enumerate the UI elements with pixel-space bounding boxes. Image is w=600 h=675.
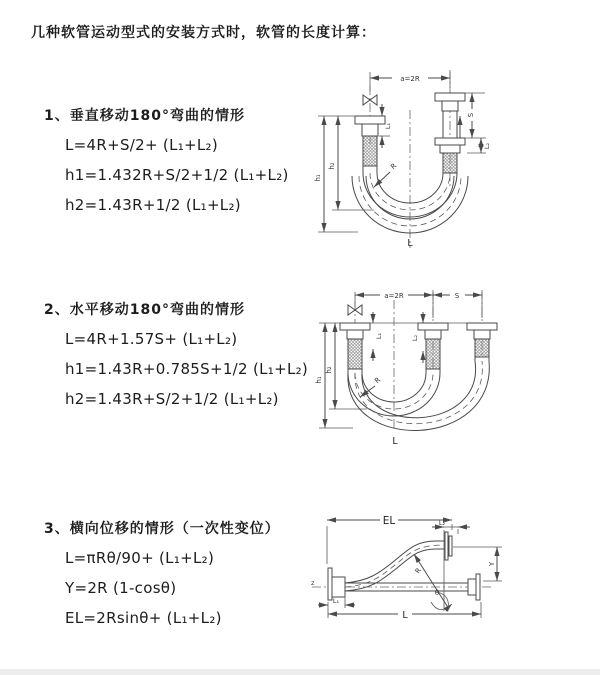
formula-L: L=4R+S/2+ (L₁+L₂) <box>65 136 219 154</box>
u-bend-displaced-position <box>348 361 489 430</box>
page-title: 几种软管运动型式的安装方式时，软管的长度计算： <box>31 25 376 41</box>
left-fitting <box>340 323 370 373</box>
dim-label-h1: h₁ <box>315 376 323 384</box>
dim-l2 <box>467 138 491 153</box>
dim-a2r-and-s <box>355 292 482 318</box>
dim-label-l: L <box>392 436 398 447</box>
page-bottom-edge <box>0 669 600 675</box>
section-horizontal-180 <box>44 299 308 420</box>
formula-h1: h1=1.43R+0.785S+1/2 (L₁+L₂) <box>65 360 309 378</box>
right-fitting-displaced <box>467 323 497 361</box>
section-vertical-180 <box>44 105 289 226</box>
section-1-heading: 1、垂直移动180°弯曲的情形 <box>44 108 245 124</box>
dim-l1 <box>318 595 355 608</box>
left-hose-braid <box>363 136 377 166</box>
dim-label-h2: h₂ <box>328 162 336 170</box>
dim-label-l1: L₁ <box>332 597 340 605</box>
section-1-formulas <box>44 136 289 226</box>
dim-label-s: S <box>467 112 475 118</box>
diagram-horizontal-180 <box>305 278 600 456</box>
section-lateral-displacement <box>44 518 280 639</box>
middle-fitting <box>418 323 448 373</box>
dim-l2 <box>432 519 470 534</box>
diagram-vertical-180 <box>300 58 600 263</box>
formula-L: L=4R+1.57S+ (L₁+L₂) <box>65 330 238 348</box>
left-flange <box>328 568 345 600</box>
formula-h2: h2=1.43R+1/2 (L₁+L₂) <box>65 196 241 214</box>
right-hose-braid <box>443 153 457 173</box>
dim-label-l2: L₂ <box>438 519 446 527</box>
formula-Y: Y=2R (1-cosθ) <box>65 579 177 597</box>
centerline-mark: z <box>311 579 315 587</box>
section-3-formulas <box>44 549 280 639</box>
dim-el <box>327 515 452 564</box>
dim-label-r: R <box>413 566 424 576</box>
dim-label-a2r: a=2R <box>400 75 420 83</box>
formula-h2: h2=1.43R+S/2+1/2 (L₁+L₂) <box>65 390 279 408</box>
dim-s <box>465 93 486 138</box>
formula-EL: EL=2Rsinθ+ (L₁+L₂) <box>65 609 222 627</box>
dim-a2r <box>370 72 450 91</box>
dim-label-theta: θ <box>434 589 440 597</box>
dim-label-y: Y <box>488 561 496 567</box>
left-fitting <box>355 116 385 173</box>
dim-l2 <box>411 312 423 363</box>
dim-label-s: S <box>454 292 460 300</box>
section-3-heading: 3、横向位移的情形（一次性变位） <box>44 521 280 537</box>
dim-label-h2: h₂ <box>325 366 333 374</box>
dim-label-l: L <box>402 610 408 621</box>
dim-h1 <box>314 116 358 232</box>
dim-label-l1: L₁ <box>375 332 383 340</box>
dim-label-l1: L₁ <box>384 122 392 130</box>
dim-label-el: EL <box>382 515 396 527</box>
dim-label-l2: L₂ <box>483 142 491 150</box>
section-2-heading: 2、水平移动180°弯曲的情形 <box>44 302 245 318</box>
formula-L: L=πRθ/90+ (L₁+L₂) <box>65 549 215 567</box>
radius-callout <box>374 162 398 187</box>
dim-label-a2r: a=2R <box>384 292 404 300</box>
dim-l1 <box>373 312 383 361</box>
section-2-formulas <box>44 330 308 420</box>
dim-label-r: R <box>389 161 399 172</box>
dim-label-h1: h₁ <box>314 174 322 182</box>
dim-label-r: R <box>373 375 383 386</box>
diagram-lateral-displacement <box>298 500 598 635</box>
right-flange <box>468 574 480 600</box>
dim-label-l2: L₂ <box>411 334 419 342</box>
formula-h1: h1=1.432R+S/2+1/2 (L₁+L₂) <box>65 166 289 184</box>
dim-label-l: L <box>407 238 413 249</box>
dim-l1 <box>379 104 392 148</box>
